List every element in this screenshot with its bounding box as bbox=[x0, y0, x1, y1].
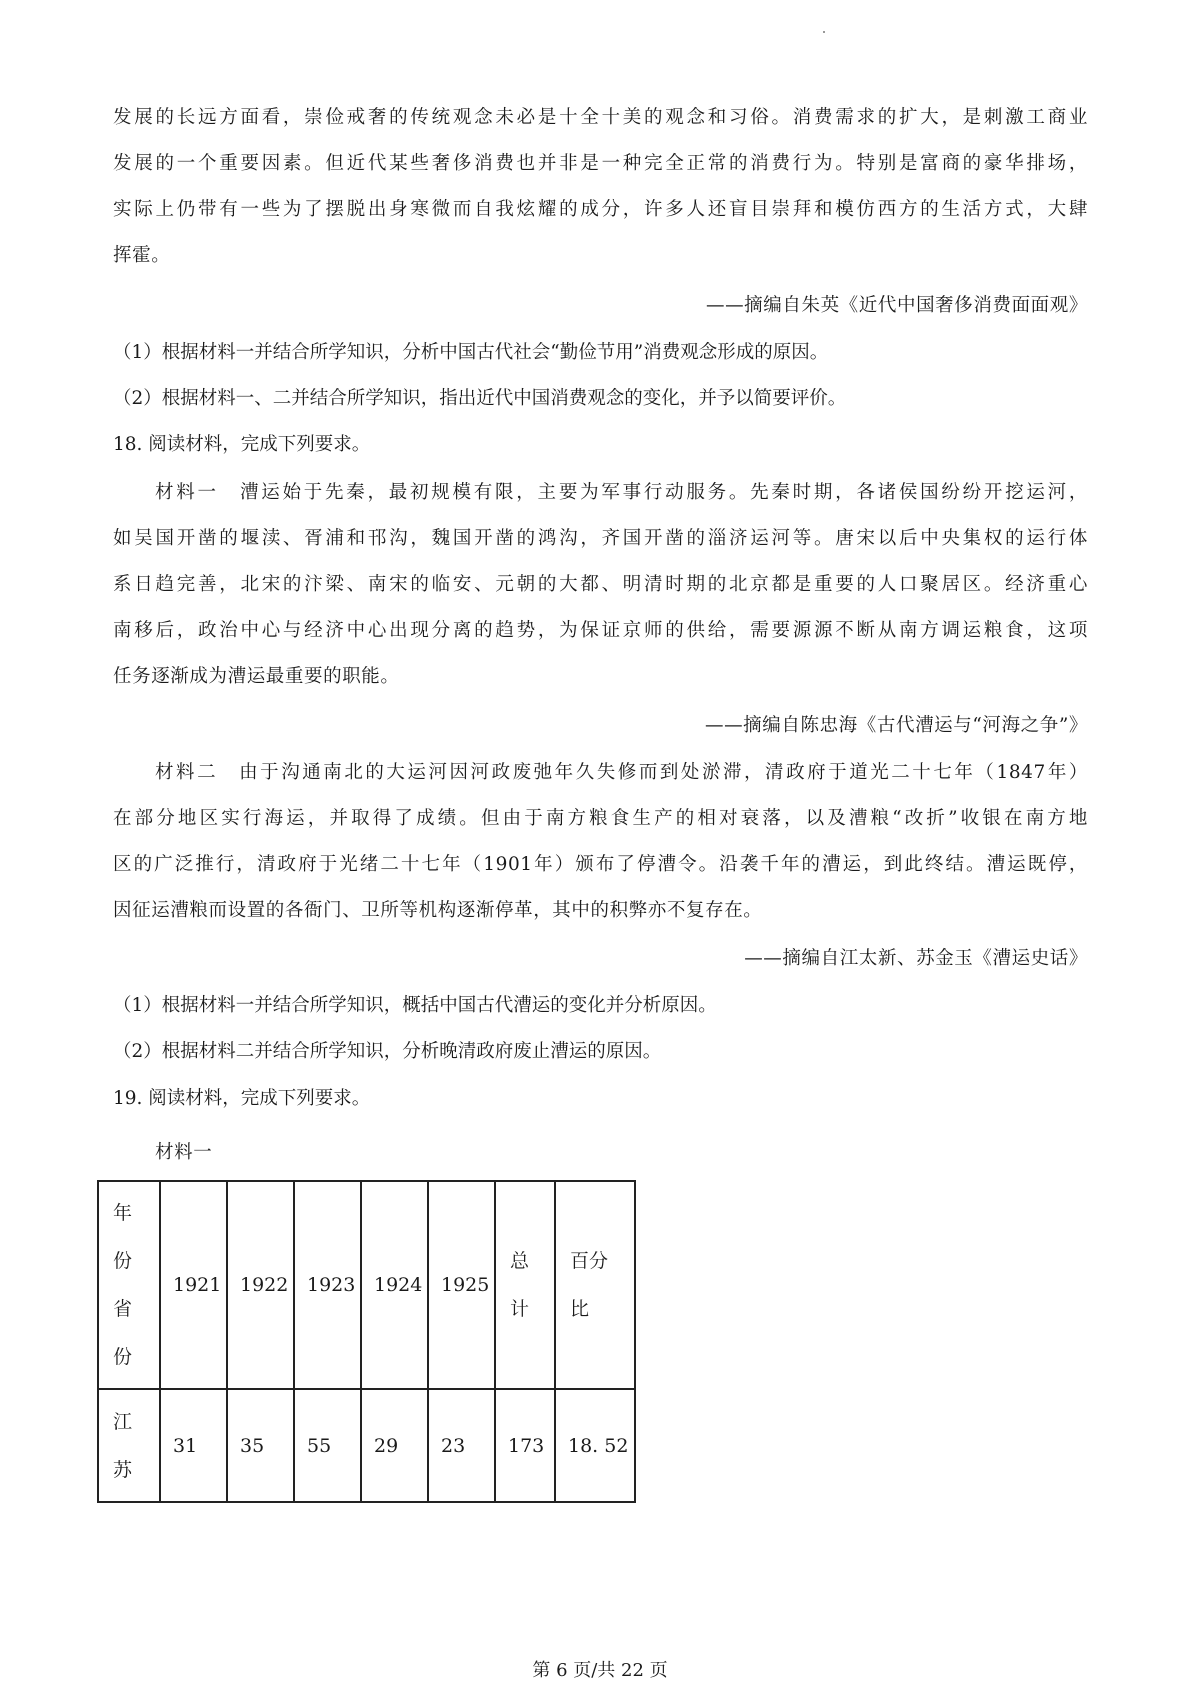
corner-char: 省 bbox=[113, 1298, 133, 1320]
percent-header-char: 比 bbox=[570, 1298, 590, 1320]
question-title: 18. 阅读材料，完成下列要求。 bbox=[113, 434, 371, 455]
value-cell: 31 bbox=[160, 1389, 227, 1502]
corner-char: 份 bbox=[113, 1346, 133, 1368]
question-title: 19. 阅读材料，完成下列要求。 bbox=[113, 1088, 371, 1109]
table-row bbox=[98, 1389, 635, 1502]
province-char: 苏 bbox=[113, 1458, 133, 1481]
source-attribution: ——摘编自陈忠海《古代漕运与“河海之争”》 bbox=[704, 715, 1088, 736]
material-line: 区的广泛推行，清政府于光绪二十七年（1901年）颁布了停漕令。沿袭千年的漕运，到此终结。漕运既停， bbox=[113, 854, 1088, 875]
corner-char: 份 bbox=[113, 1250, 133, 1272]
value-cell: 55 bbox=[294, 1389, 361, 1502]
passage-line: 实际上仍带有一些为了摆脱出身寒微而自我炫耀的成分，许多人还盲目崇拜和模仿西方的生活方式，大肆 bbox=[113, 199, 1088, 220]
passage-line: 发展的长远方面看，崇俭戒奢的传统观念未必是十全十美的观念和习俗。消费需求的扩大，是刺激工商业 bbox=[113, 107, 1088, 128]
subquestion: （1）根据材料一并结合所学知识，分析中国古代社会“勤俭节用”消费观念形成的原因。 bbox=[113, 342, 829, 363]
material-line: 材料二 由于沟通南北的大运河因河政废弛年久失修而到处淤滞，清政府于道光二十七年（1847年） bbox=[155, 762, 1088, 783]
source-attribution: ——摘编自朱英《近代中国奢侈消费面面观》 bbox=[705, 295, 1088, 316]
material-line: 南移后，政治中心与经济中心出现分离的趋势，为保证京师的供给，需要源源不断从南方调运粮食，这项 bbox=[113, 620, 1088, 641]
percent-cell: 18. 52 bbox=[555, 1389, 635, 1502]
total-header bbox=[495, 1181, 555, 1389]
material-line: 系日趋完善，北宋的汴梁、南宋的临安、元朝的大都、明清时期的北京都是重要的人口聚居区。经济重心 bbox=[113, 574, 1088, 595]
material-line: 任务逐渐成为漕运最重要的职能。 bbox=[113, 666, 400, 687]
passage-line: 挥霍。 bbox=[113, 245, 171, 266]
percent-header-char: 百分 bbox=[570, 1250, 609, 1272]
value-cell: 29 bbox=[361, 1389, 428, 1502]
data-table bbox=[97, 1180, 636, 1503]
province-char: 江 bbox=[113, 1410, 133, 1433]
material-line: 如吴国开凿的堰渎、胥浦和邗沟，魏国开凿的鸿沟，齐国开凿的淄济运河等。唐宋以后中央集权的运行体 bbox=[113, 528, 1088, 549]
passage-line: 发展的一个重要因素。但近代某些奢侈消费也并非是一种完全正常的消费行为。特别是富商的豪华排场， bbox=[113, 153, 1088, 174]
year-header: 1925 bbox=[428, 1181, 495, 1389]
total-header-char: 计 bbox=[510, 1298, 530, 1320]
material-line: 在部分地区实行海运，并取得了成绩。但由于南方粮食生产的相对衰落，以及漕粮“改折”收银在南方地 bbox=[113, 808, 1088, 829]
year-header: 1921 bbox=[160, 1181, 227, 1389]
year-header: 1924 bbox=[361, 1181, 428, 1389]
subquestion: （2）根据材料一、二并结合所学知识，指出近代中国消费观念的变化，并予以简要评价。 bbox=[113, 388, 847, 409]
table-header-row bbox=[98, 1181, 635, 1389]
value-cell: 35 bbox=[227, 1389, 294, 1502]
total-cell: 173 bbox=[495, 1389, 555, 1502]
material-line: 因征运漕粮而设置的各衙门、卫所等机构逐渐停革，其中的积弊亦不复存在。 bbox=[113, 900, 763, 921]
scan-speck bbox=[823, 31, 825, 33]
corner-header-cell bbox=[98, 1181, 160, 1389]
province-cell bbox=[98, 1389, 160, 1502]
material-label: 材料一 bbox=[155, 1142, 213, 1163]
value-cell: 23 bbox=[428, 1389, 495, 1502]
source-attribution: ——摘编自江太新、苏金玉《漕运史话》 bbox=[744, 948, 1088, 969]
year-header: 1923 bbox=[294, 1181, 361, 1389]
subquestion: （1）根据材料一并结合所学知识，概括中国古代漕运的变化并分析原因。 bbox=[113, 995, 717, 1016]
year-header: 1922 bbox=[227, 1181, 294, 1389]
page-number: 第 6 页/共 22 页 bbox=[532, 1660, 668, 1681]
percent-header bbox=[555, 1181, 635, 1389]
material-line: 材料一 漕运始于先秦，最初规模有限，主要为军事行动服务。先秦时期，各诸侯国纷纷开挖运河， bbox=[155, 482, 1088, 503]
total-header-char: 总 bbox=[510, 1250, 530, 1272]
subquestion: （2）根据材料二并结合所学知识，分析晚清政府废止漕运的原因。 bbox=[113, 1041, 662, 1062]
corner-char: 年 bbox=[113, 1202, 133, 1224]
